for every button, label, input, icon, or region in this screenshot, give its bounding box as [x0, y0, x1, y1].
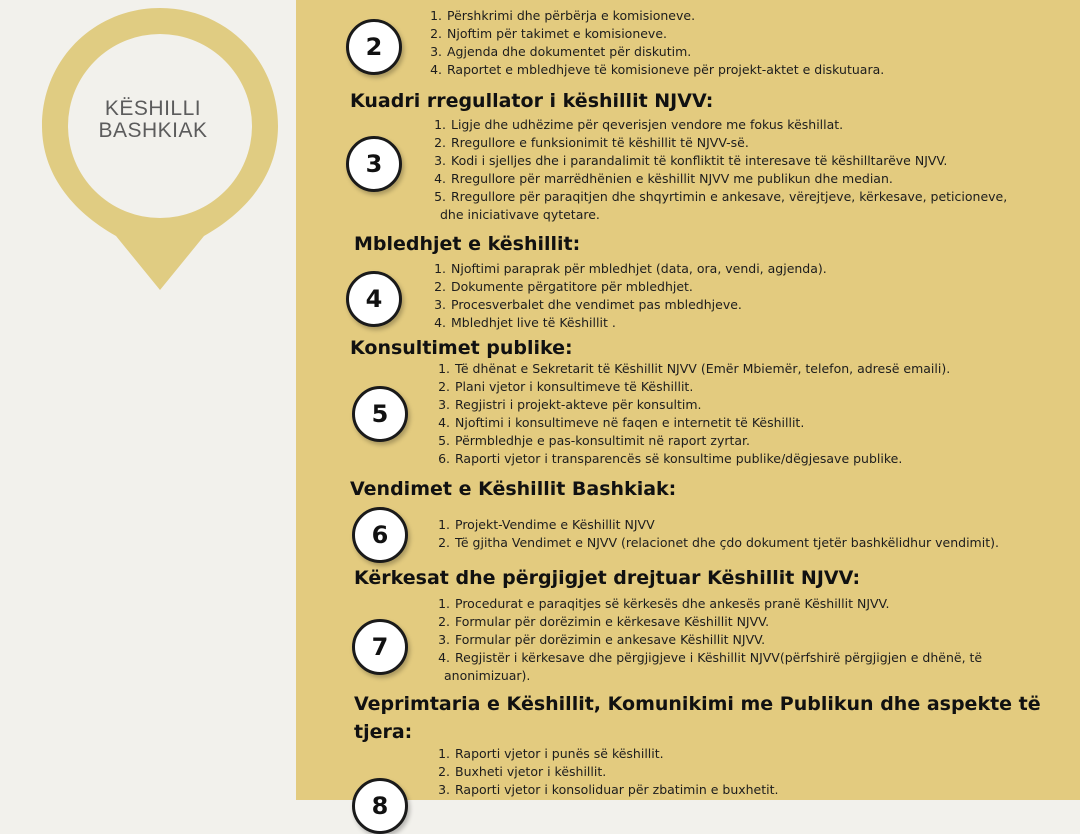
list-item: 4. Mbledhjet live të Këshillit .	[434, 315, 616, 330]
list-item: 3. Kodi i sjelljes dhe i parandalimit të konfliktit të interesave të këshilltarëve NJVV.	[434, 153, 948, 168]
list-item: 1. Njoftimi paraprak për mbledhjet (data, ora, vendi, agjenda).	[434, 261, 827, 276]
list-item: 2. Të gjitha Vendimet e NJVV (relacionet dhe çdo dokument tjetër bashkëlidhur vendimit).	[438, 535, 999, 550]
section-number-badge: 7	[352, 619, 408, 675]
section-number-badge: 6	[352, 507, 408, 563]
section-number-badge: 4	[346, 271, 402, 327]
list-item: 3. Raporti vjetor i konsoliduar për zbatimin e buxhetit.	[438, 782, 779, 797]
section-heading: Kuadri rregullator i këshillit NJVV:	[350, 90, 714, 112]
content-panel	[296, 0, 1080, 820]
list-item: 4. Rregullore për marrëdhënien e këshillit NJVV me publikun dhe median.	[434, 171, 893, 186]
list-item: 2. Plani vjetor i konsultimeve të Këshillit.	[438, 379, 694, 394]
list-item: 4. Raportet e mbledhjeve të komisioneve për projekt-aktet e diskutuara.	[430, 62, 885, 77]
section-heading: Mbledhjet e këshillit:	[354, 233, 581, 255]
list-item: 1. Të dhënat e Sekretarit të Këshillit NJVV (Emër Mbiemër, telefon, adresë emaili).	[438, 361, 951, 376]
list-item: 1. Raporti vjetor i punës së këshillit.	[438, 746, 664, 761]
sidebar	[0, 0, 296, 800]
section-4-list	[434, 260, 827, 332]
list-item: 4. Njoftimi i konsultimeve në faqen e internetit të Këshillit.	[438, 415, 805, 430]
list-item: 1. Përshkrimi dhe përbërja e komisioneve.	[430, 8, 696, 23]
list-item: 1. Projekt-Vendime e Këshillit NJVV	[438, 517, 655, 532]
list-item: 5. Rregullore për paraqitjen dhe shqyrtimin e ankesave, vërejtjeve, kërkesave, peticioneve, dhe iniciativave qytetare.	[434, 189, 1008, 222]
list-item: 2. Dokumente përgatitore për mbledhjet.	[434, 279, 693, 294]
list-item: 2. Njoftim për takimet e komisioneve.	[430, 26, 667, 41]
list-item: 4. Regjistër i kërkesave dhe përgjigjeve i Këshillit NJVV(përfshirë përgjigjen e dhënë, të anonimizuar).	[438, 650, 983, 683]
map-pin-icon	[38, 4, 282, 294]
section-6-list	[438, 516, 999, 552]
council-title	[62, 98, 244, 142]
list-item: 2. Formular për dorëzimin e kërkesave Këshillit NJVV.	[438, 614, 770, 629]
section-number-badge: 8	[352, 778, 408, 834]
list-item: 2. Rregullore e funksionimit të këshillit të NJVV-së.	[434, 135, 749, 150]
section-7-list	[438, 595, 982, 685]
list-item: 2. Buxheti vjetor i këshillit.	[438, 764, 607, 779]
section-2-list	[430, 7, 884, 79]
list-item: 5. Përmbledhje e pas-konsultimit në raport zyrtar.	[438, 433, 751, 448]
list-item: 6. Raporti vjetor i transparencës së konsultime publike/dëgjesave publike.	[438, 451, 903, 466]
section-heading: Konsultimet publike:	[350, 337, 573, 359]
list-item: 3. Regjistri i projekt-akteve për konsultim.	[438, 397, 702, 412]
section-number-badge: 5	[352, 386, 408, 442]
list-item: 3. Formular për dorëzimin e ankesave Këshillit NJVV.	[438, 632, 766, 647]
section-heading: Kërkesat dhe përgjigjet drejtuar Këshillit NJVV:	[354, 567, 861, 589]
council-title-line2: BASHKIAK	[98, 119, 208, 142]
list-item: 3. Agjenda dhe dokumentet për diskutim.	[430, 44, 692, 59]
section-5-list	[438, 360, 950, 468]
council-title-line1: KËSHILLI	[104, 97, 202, 120]
list-item: 1. Procedurat e paraqitjes së kërkesës dhe ankesës pranë Këshillit NJVV.	[438, 596, 890, 611]
section-heading: Vendimet e Këshillit Bashkiak:	[350, 478, 677, 500]
section-8-list	[438, 745, 779, 799]
section-number-badge: 3	[346, 136, 402, 192]
list-item: 3. Procesverbalet dhe vendimet pas mbledhjeve.	[434, 297, 742, 312]
section-3-list	[434, 116, 1007, 224]
section-number-badge: 2	[346, 19, 402, 75]
list-item: 1. Ligje dhe udhëzime për qeverisjen vendore me fokus këshillat.	[434, 117, 844, 132]
section-heading: Veprimtaria e Këshillit, Komunikimi me Publikun dhe aspekte të tjera:	[354, 693, 1041, 743]
